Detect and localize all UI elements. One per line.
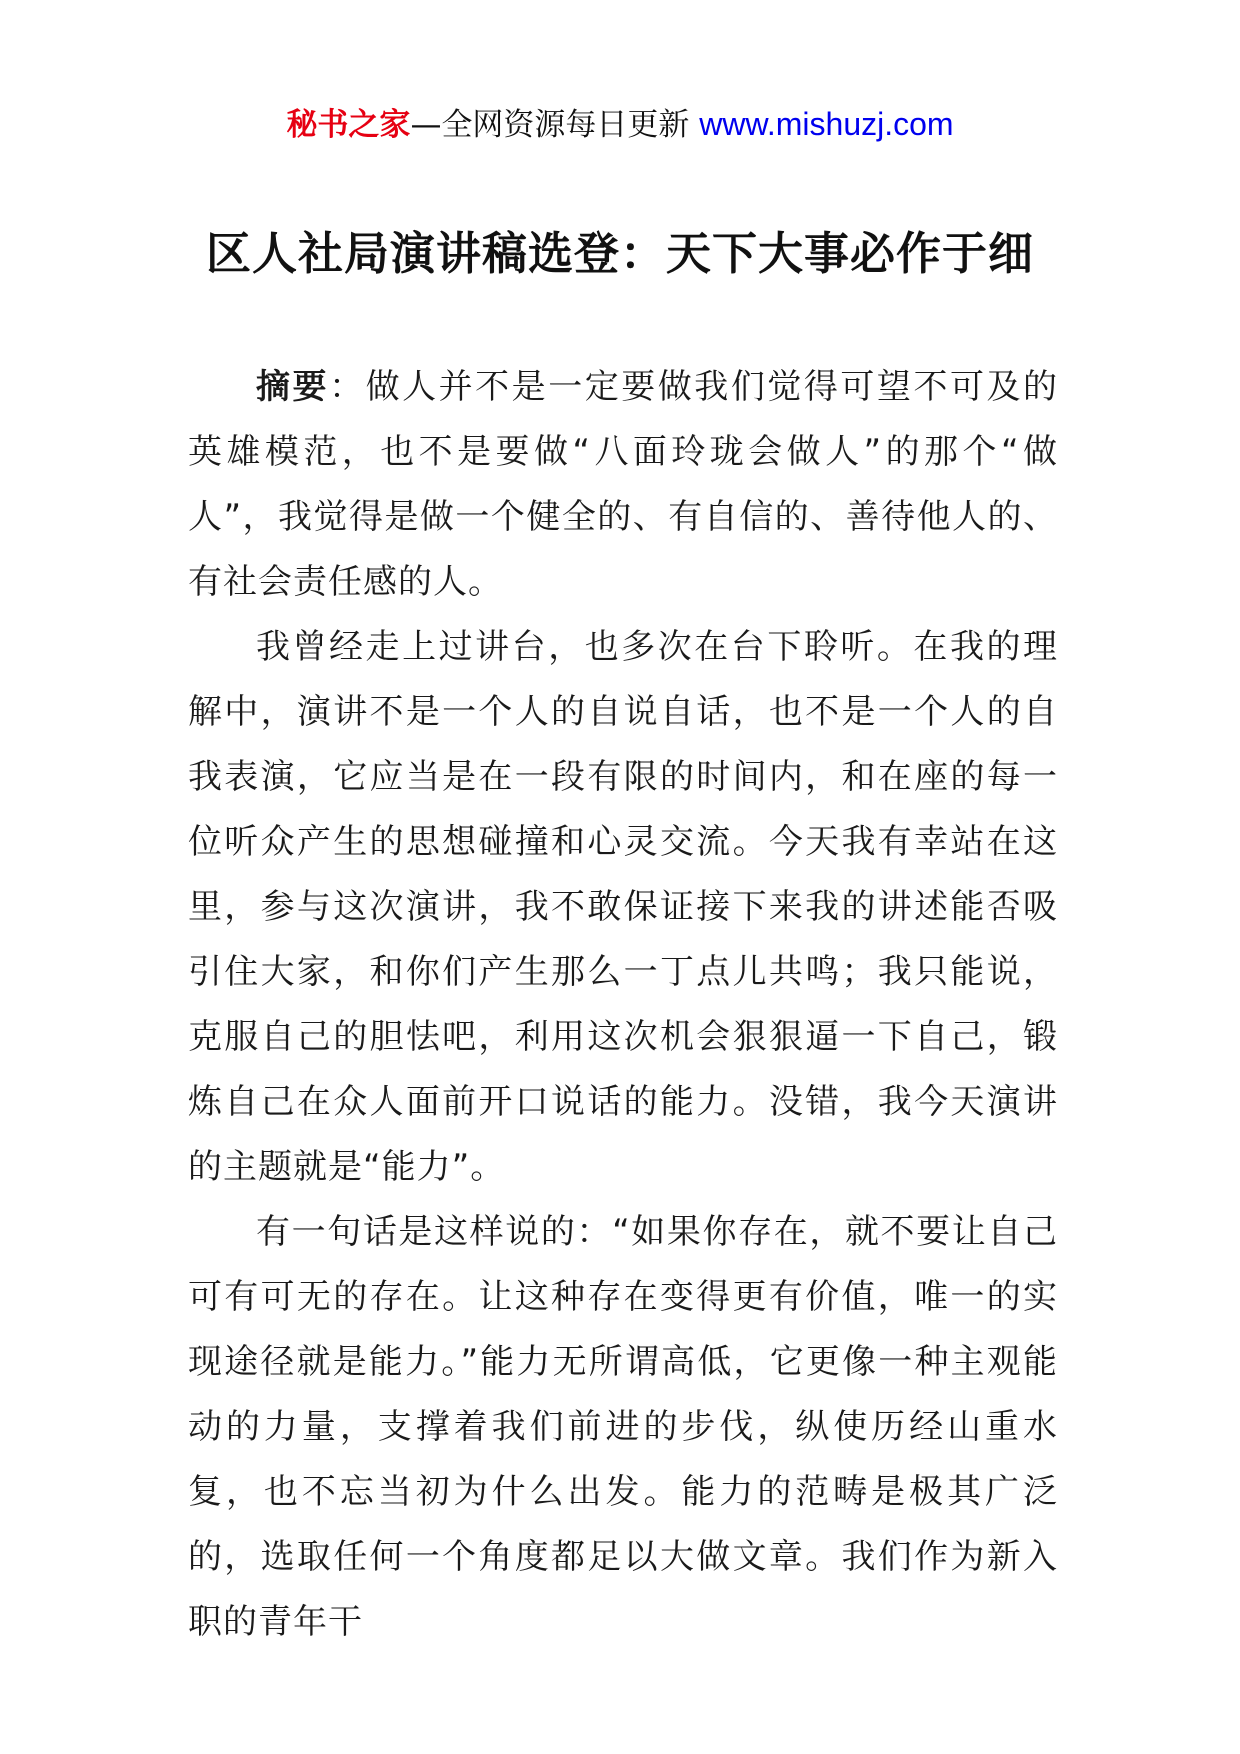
body-paragraph-1: 我曾经走上过讲台，也多次在台下聆听。在我的理解中，演讲不是一个人的自说自话，也不是一个人的自我表演，它应当是在一段有限的时间内，和在座的每一位听众产生的思想碰撞和心灵交流。今天我有幸站在这里，参与这次演讲，我不敢保证接下来我的讲述能否吸引住大家，和你们产生那么一丁点儿共鸣；我只能说，克服自己的胆怯吧，利用这次机会狠狠逼一下自己，锻炼自己在众人面前开口说话的能力。没错，我今天演讲的主题就是“能力”。 (188, 627, 1058, 1187)
site-url-link[interactable]: www.mishuzj.com (699, 106, 954, 142)
body-paragraph-2: 有一句话是这样说的：“如果你存在，就不要让自己可有可无的存在。让这种存在变得更有价值，唯一的实现途径就是能力。”能力无所谓高低，它更像一种主观能动的力量，支撑着我们前进的步伐，纵使历经山重水复，也不忘当初为什么出发。能力的范畴是极其广泛的，选取任何一个角度都足以大做文章。我们作为新入职的青年干 (188, 1212, 1058, 1642)
site-header (0, 100, 1240, 149)
site-slogan: —全网资源每日更新 (410, 107, 690, 143)
abstract-paragraph (188, 355, 1058, 615)
brand-name: 秘书之家 (286, 107, 411, 143)
abstract-label: 摘要 (256, 367, 330, 407)
document-body (188, 355, 1058, 1655)
abstract-text: ：做人并不是一定要做我们觉得可望不可及的英雄模范，也不是要做“八面玲珑会做人”的那个“做人”，我觉得是做一个健全的、有自信的、善待他人的、有社会责任感的人。 (188, 367, 1059, 602)
document-title: 区人社局演讲稿选登：天下大事必作于细 (205, 227, 1034, 280)
